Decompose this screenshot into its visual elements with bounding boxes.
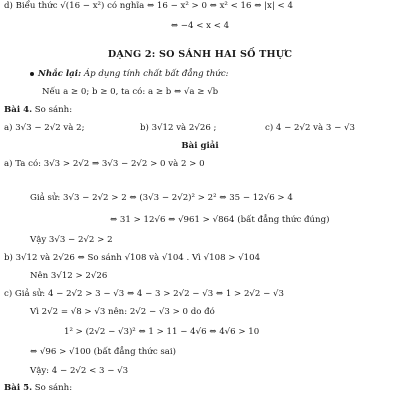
solution-c-conclusion: Vậy: 4 − 2√2 < 3 − √3 — [30, 366, 129, 376]
reminder-text: Áp dụng tính chất bất đẳng thức: — [83, 69, 229, 79]
solution-a-assume: Giả sử: 3√3 − 2√2 > 2 ⇔ (3√3 − 2√2)² > 2² ⇔ 35 − 12√6 > 4 — [30, 193, 293, 203]
solution-a-conclusion: Vậy 3√3 − 2√2 > 2 — [30, 235, 113, 245]
exercise-5-label: Bài 5. — [4, 383, 33, 393]
exercise-4-b: b) 3√12 và 2√26 ; — [140, 123, 217, 133]
solution-c-since: Vì 2√2 = √8 > √3 nên: 2√2 − √3 > 0 do đó — [30, 307, 215, 317]
exercise-4-c: c) 4 − 2√2 và 3 − √3 — [265, 123, 355, 133]
line-d-result: ⇔ −4 < x < 4 — [170, 21, 230, 31]
solution-c-false: ⇔ √96 > √100 (bất đẳng thức sai) — [30, 347, 177, 357]
exercise-4-a: a) 3√3 − 2√2 và 2; — [4, 123, 85, 133]
exercise-4-label: Bài 4. — [4, 105, 33, 115]
bullet-icon — [30, 72, 34, 76]
exercise-5-title — [4, 384, 72, 393]
solution-heading: Bài giải — [181, 141, 219, 151]
solution-b: b) 3√12 và 2√26 ⇔ So sánh √108 và √104 . Vì √108 > √104 — [4, 253, 261, 263]
solution-c-assume: c) Giả sử: 4 − 2√2 > 3 − √3 ⇔ 4 − 3 > 2√2 − √3 ⇔ 1 > 2√2 − √3 — [4, 289, 284, 299]
section-heading: DẠNG 2: SO SÁNH HAI SỐ THỰC — [107, 49, 293, 60]
line-d-domain: d) Biểu thức √(16 − x²) có nghĩa ⇔ 16 − x² > 0 ⇔ x² < 16 ⇔ |x| < 4 — [4, 1, 293, 11]
reminder-rule: Nếu a ≥ 0; b ≥ 0, ta có: a ≥ b ⇔ √a ≥ √b — [42, 87, 219, 97]
exercise-4-title — [4, 106, 72, 115]
solution-a-step: ⇔ 31 > 12√6 ⇔ √961 > √864 (bất đẳng thức đúng) — [110, 215, 330, 225]
reminder-label: Nhắc lại: — [38, 69, 82, 79]
solution-c-step: 1² > (2√2 − √3)² ⇔ 1 > 11 − 4√6 ⇔ 4√6 > 10 — [64, 327, 260, 337]
exercise-5-text: So sánh: — [34, 383, 73, 393]
solution-b-conclusion: Nên 3√12 > 2√26 — [30, 271, 108, 281]
exercise-4-text: So sánh: — [34, 105, 73, 115]
reminder-line — [30, 70, 229, 79]
solution-a-intro: a) Ta có: 3√3 > 2√2 ⇒ 3√3 − 2√2 > 0 và 2 > 0 — [4, 159, 205, 169]
